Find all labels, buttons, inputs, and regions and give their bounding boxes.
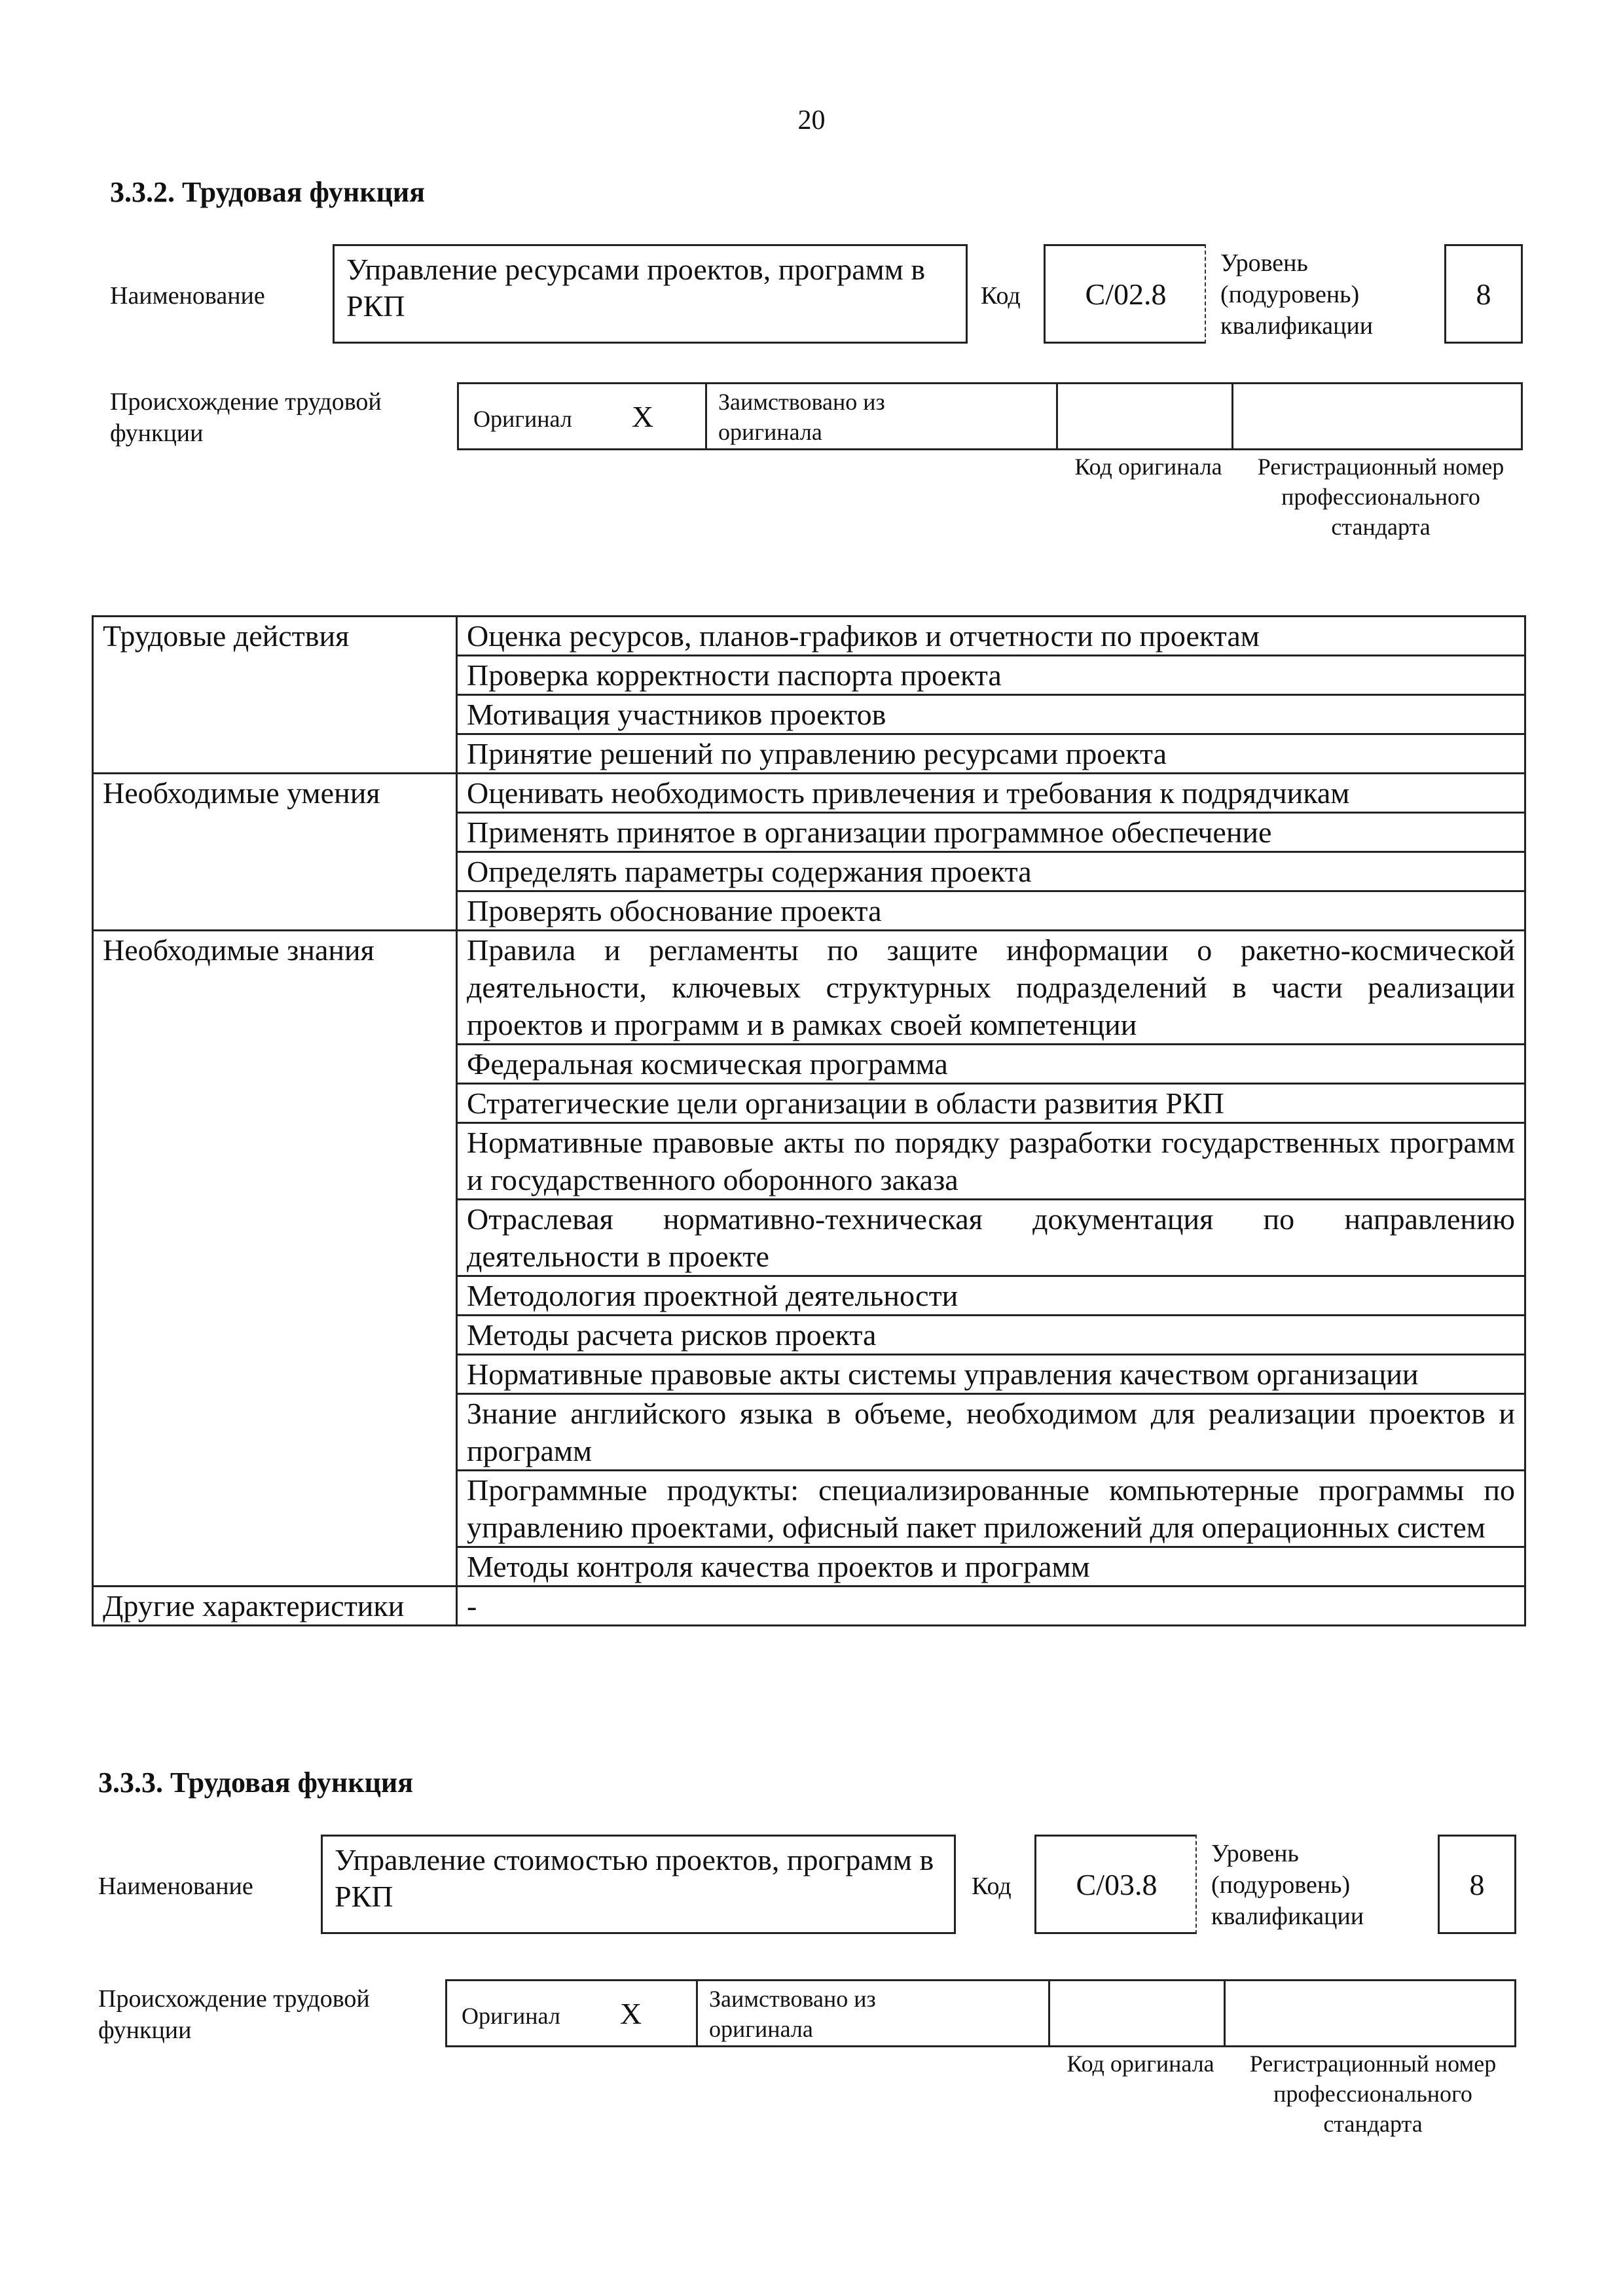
table-cell: Оценивать необходимость привлечения и требования к подрядчикам	[457, 774, 1525, 813]
table-cell: Стратегические цели организации в области развития РКП	[457, 1084, 1525, 1123]
table-row	[93, 1587, 1525, 1626]
origin-row	[445, 1979, 1516, 2047]
origin-row	[457, 382, 1523, 450]
table-cell: Оценка ресурсов, планов-графиков и отчетности по проектам	[457, 617, 1525, 656]
table-cell: Проверять обоснование проекта	[457, 891, 1525, 931]
code-value-box	[1044, 244, 1206, 344]
competency-table	[92, 615, 1526, 1626]
table-row	[93, 931, 1525, 1045]
original-mark: X	[620, 1997, 642, 2030]
code-value: С/03.8	[1076, 1868, 1158, 1901]
table-cell: -	[457, 1587, 1525, 1626]
code-value: С/02.8	[1085, 278, 1167, 311]
level-value: 8	[1469, 1868, 1485, 1901]
group-label-other: Другие характеристики	[93, 1587, 457, 1626]
original-mark: X	[632, 400, 654, 433]
table-cell: Применять принятое в организации программное обеспечение	[457, 813, 1525, 852]
table-cell: Отраслевая нормативно-техническая документация по направлению деятельности в проекте	[457, 1200, 1525, 1276]
section-title-332: 3.3.2. Трудовая функция	[110, 176, 426, 208]
code-original-label: Код оригинала	[1074, 454, 1222, 480]
table-cell: Принятие решений по управлению ресурсами проекта	[457, 734, 1525, 774]
code-value-box	[1034, 1835, 1197, 1934]
function-name-value: Управление ресурсами проектов, программ в РКП	[346, 253, 926, 323]
level-value-box	[1438, 1835, 1516, 1934]
section-title-333: 3.3.3. Трудовая функция	[98, 1767, 414, 1799]
table-cell: Нормативные правовые акты по порядку разработки государственных программ и государственного оборонного заказа	[457, 1123, 1525, 1200]
table-cell: Программные продукты: специализированные компьютерные программы по управлению проектами, офисный пакет приложений для операционных систем	[457, 1471, 1525, 1547]
code-label: Код	[981, 282, 1021, 310]
page-number: 20	[797, 105, 826, 135]
origin-label: Происхождение трудовой функции	[110, 388, 382, 447]
table-cell: Методология проектной деятельности	[457, 1276, 1525, 1316]
code-original-label: Код оригинала	[1067, 2051, 1214, 2077]
origin-label: Происхождение трудовой функции	[98, 1985, 370, 2044]
name-label: Наименование	[98, 1873, 253, 1900]
table-cell: Мотивация участников проектов	[457, 695, 1525, 734]
borrowed-label: Заимствовано из оригинала	[718, 389, 885, 445]
code-divider	[1195, 1835, 1197, 1934]
function-name-box	[321, 1835, 956, 1934]
table-cell: Определять параметры содержания проекта	[457, 852, 1525, 891]
level-label: Уровень (подуровень) квалификации	[1211, 1840, 1364, 1930]
reg-number-label: Регистрационный номер профессионального стандарта	[1249, 2051, 1497, 2137]
name-label: Наименование	[110, 282, 265, 310]
borrowed-label: Заимствовано из оригинала	[709, 1986, 876, 2042]
function-name-value: Управление стоимостью проектов, программ в РКП	[335, 1843, 934, 1913]
table-cell: Знание английского языка в объеме, необходимом для реализации проектов и программ	[457, 1394, 1525, 1471]
code-label: Код	[972, 1873, 1012, 1900]
group-label-skills: Необходимые умения	[93, 774, 457, 931]
level-value-box	[1444, 244, 1523, 344]
table-cell: Методы расчета рисков проекта	[457, 1316, 1525, 1355]
table-cell: Федеральная космическая программа	[457, 1045, 1525, 1084]
table-cell: Методы контроля качества проектов и программ	[457, 1547, 1525, 1587]
table-cell: Нормативные правовые акты системы управления качеством организации	[457, 1355, 1525, 1394]
table-cell: Правила и регламенты по защите информации о ракетно-космической деятельности, ключевых структурных подразделений в части реализации проектов и программ и в рамках своей компетенции	[457, 931, 1525, 1045]
group-label-knowledge: Необходимые знания	[93, 931, 457, 1587]
original-label: Оригинал	[462, 2003, 560, 2029]
table-row	[93, 617, 1525, 656]
code-divider	[1205, 244, 1206, 344]
original-label: Оригинал	[473, 406, 572, 432]
table-cell: Проверка корректности паспорта проекта	[457, 656, 1525, 695]
reg-number-label: Регистрационный номер профессионального стандарта	[1257, 454, 1504, 540]
function-name-box	[333, 244, 968, 344]
table-row	[93, 774, 1525, 813]
level-value: 8	[1476, 278, 1491, 311]
group-label-actions: Трудовые действия	[93, 617, 457, 774]
level-label: Уровень (подуровень) квалификации	[1220, 249, 1374, 340]
